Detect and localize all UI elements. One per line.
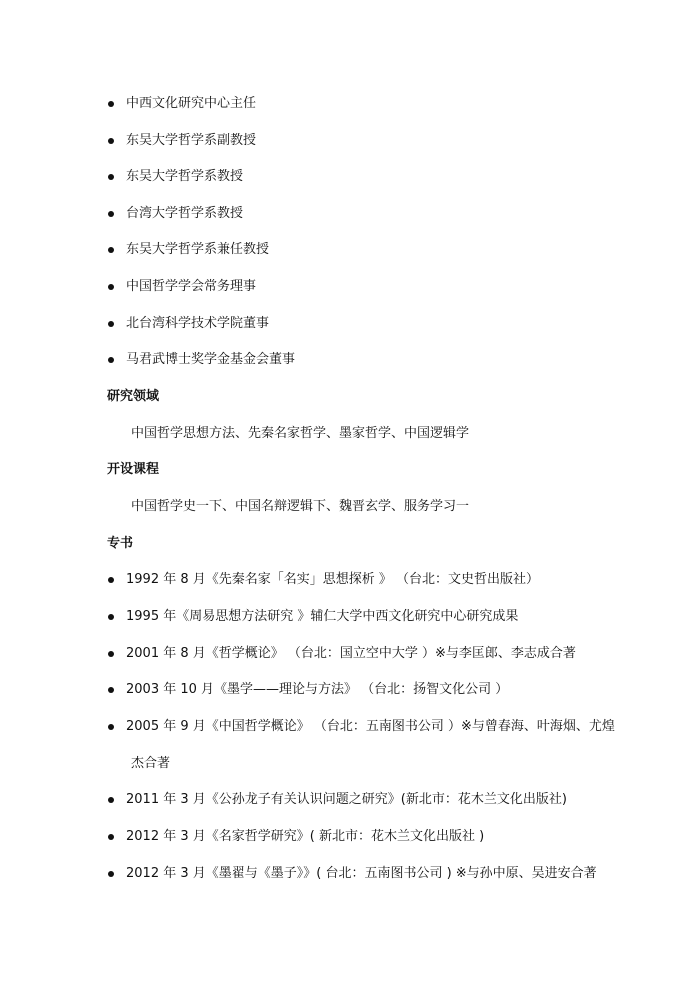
bullet-icon	[108, 577, 114, 583]
research-text: 中国哲学思想方法、先秦名家哲学、墨家哲学、中国逻辑学	[131, 426, 470, 441]
bullet-icon	[108, 797, 114, 803]
bullet-icon	[108, 357, 114, 363]
bullet-icon	[108, 834, 114, 840]
book-item-continuation: 杰合著	[131, 756, 171, 771]
bullet-icon	[108, 321, 114, 327]
research-heading: 研究领域	[107, 389, 160, 404]
bullet-icon	[108, 174, 114, 180]
bullet-icon	[108, 138, 114, 144]
document-page: 中西文化研究中心主任 东吴大学哲学系副教授 东吴大学哲学系教授 台湾大学哲学系教授 东吴大学哲学系兼任教授 中国哲学学会常务理事 北台湾科学技术学院董事 马君武博士奖学金基金会董事 研究领域 中国哲学思想方法、先秦名家哲学、墨家哲学、中国逻辑学 开设课程 中国哲学史一下、中国名辩逻辑下、魏晋玄学、服务学习一 专书 1992 年 8 月《先秦名家「名实」思想探析 》 （台北：文史哲出版社） 1995 年《周易思想方法研究 》辅仁大学中西文化研究中心研究成果 2001 年 8 月《哲学概论》 （台北：国立空中大学 ）※与李匡郎、李志成合著 2003 年 10 月《墨学——理论与方法》 （台北：扬智文化公司 ） 2005 年 9 月《中国哲学概论》 （台北：五南图书公司 ）※与曾春海、叶海烟、尤煌 杰合著 2011 年 3 月《公孙龙子有关认识问题之研究》(新北市：花木兰文化出版社) 2012 年 3 月《名家哲学研究》( 新北市：花木兰文化出版社 ) 2012 年 3 月《墨翟与《墨子》》( 台北：五南图书公司 ) ※与孙中原、吴进安合著	[107, 96, 615, 881]
bullet-icon	[108, 247, 114, 253]
bullet-icon	[108, 614, 114, 620]
bullet-icon	[108, 651, 114, 657]
bullet-icon	[108, 101, 114, 107]
bullet-icon	[108, 871, 114, 877]
courses-heading: 开设课程	[107, 462, 160, 477]
courses-text: 中国哲学史一下、中国名辩逻辑下、魏晋玄学、服务学习一	[131, 499, 470, 514]
bullet-icon	[108, 211, 114, 217]
bullet-icon	[108, 724, 114, 730]
bullet-icon	[108, 687, 114, 693]
bullet-icon	[108, 284, 114, 290]
books-heading: 专书	[107, 536, 134, 551]
